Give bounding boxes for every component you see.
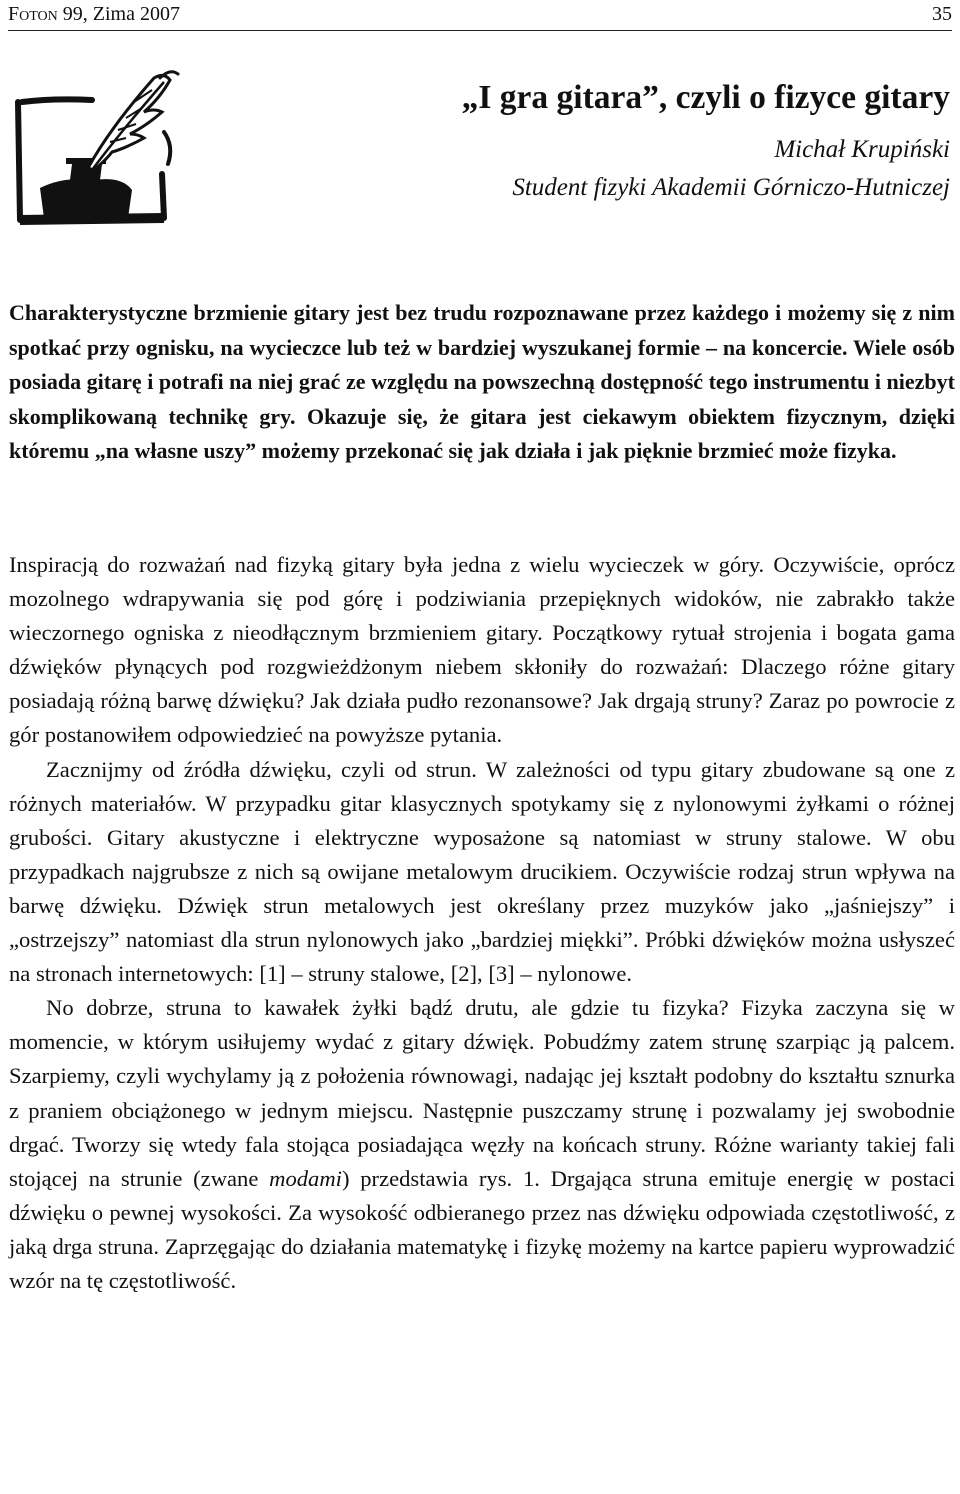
page-number: 35 xyxy=(932,3,952,25)
paragraph-physics xyxy=(9,991,955,1298)
article-title: „I gra gitara”, czyli o fizyce gitary xyxy=(461,79,950,116)
term-modes: modami xyxy=(269,1165,342,1191)
abstract: Charakterystyczne brzmienie gitary jest bez trudu rozpoznawane przez każdego i możemy się z nim spotkać przy ognisku, na wycieczce lub też w bardziej wyszukanej formie – na koncercie. Wiele osób posiada gitarę i potrafi na niej grać ze względu na powszechną dostępność tego instrumentu i niezbyt skomplikowaną technikę gry. Okazuje się, że gitara jest ciekawym obiektem fizycznym, dzięki któremu „na własne uszy” możemy przekonać się jak działa i jak pięknie brzmieć może fizyka. xyxy=(9,300,955,463)
journal-name: Foton xyxy=(8,3,58,25)
paragraph-physics-end: ) przedstawia rys. 1. Drgająca struna emituje energię w postaci dźwięku o pewnej wysokości. Za wysokość odbieranego przez nas dźwięku odpowiada częstotliwość, z jaką drga struna. Zaprzęgając do działania matematykę i fizykę możemy na kartce papieru wyprowadzić wzór na tę częstotliwość. xyxy=(9,1165,955,1293)
paragraph-inspiration: Inspiracją do rozważań nad fizyką gitary była jedna z wielu wycieczek w góry. Oczywiście, oprócz mozolnego wdrapywania się pod górę i podziwiania przepięknych widoków, nie zabrakło także wieczornego ogniska z nieodłącznym brzmieniem gitary. Początkowy rytuał strojenia i bogata gama dźwięków płynących pod rozgwieżdżonym niebem skłoniły do rozważań: Dlaczego różne gitary posiadają różną barwę dźwięku? Jak działa pudło rezonansowe? Jak drgają struny? Zaraz po powrocie z gór postanowiłem odpowiedzieć na powyższe pytania. xyxy=(9,552,955,748)
paragraph-physics-start: No dobrze, struna to kawałek żyłki bądź drutu, ale gdzie tu fizyka? Fizyka zaczyna się w momencie, w którym usiłujemy wydać z gitary dźwięk. Pobudźmy zatem strunę szarpiąc ją palcem. Szarpiemy, czyli wychylamy ją z położenia równowagi, nadając jej kształt podobny do kształtu sznurka z praniem obciążonego w jednym miejscu. Następnie puszczamy strunę i pozwalamy jej swobodnie drgać. Tworzy się wtedy fala stojąca posiadająca węzły na końcach struny. Różne warianty takiej fali stojącej na strunie (zwane xyxy=(9,995,955,1191)
header-journal-issue xyxy=(8,0,180,28)
author-affiliation: Student fizyki Akademii Górniczo-Hutniczej xyxy=(512,174,950,201)
inkwell-quill-icon xyxy=(14,68,182,234)
paragraph-strings: Zacznijmy od źródła dźwięku, czyli od strun. W zależności od typu gitary zbudowane są one z różnych materiałów. W przypadku gitar klasycznych spotykamy się z nylonowymi żyłkami o różnej grubości. Gitary akustyczne i elektryczne wyposażone są natomiast w struny stalowe. W obu przypadkach najgrubsze z nich są owijane metalowym drucikiem. Oczywiście rodzaj strun wpływa na barwę dźwięku. Dźwięk strun metalowych jest określany przez muzyków jako „jaśniejszy” i „ostrzejszy” natomiast dla strun nylonowych jako „bardziej miękki”. Próbki dźwięków można usłyszeć na stronach internetowych: [1] – struny stalowe, [2], [3] – nylonowe. xyxy=(9,756,955,987)
author-name: Michał Krupiński xyxy=(774,136,950,163)
issue-label: 99, Zima 2007 xyxy=(62,3,180,25)
article-body xyxy=(9,548,955,1298)
running-header xyxy=(8,0,952,31)
